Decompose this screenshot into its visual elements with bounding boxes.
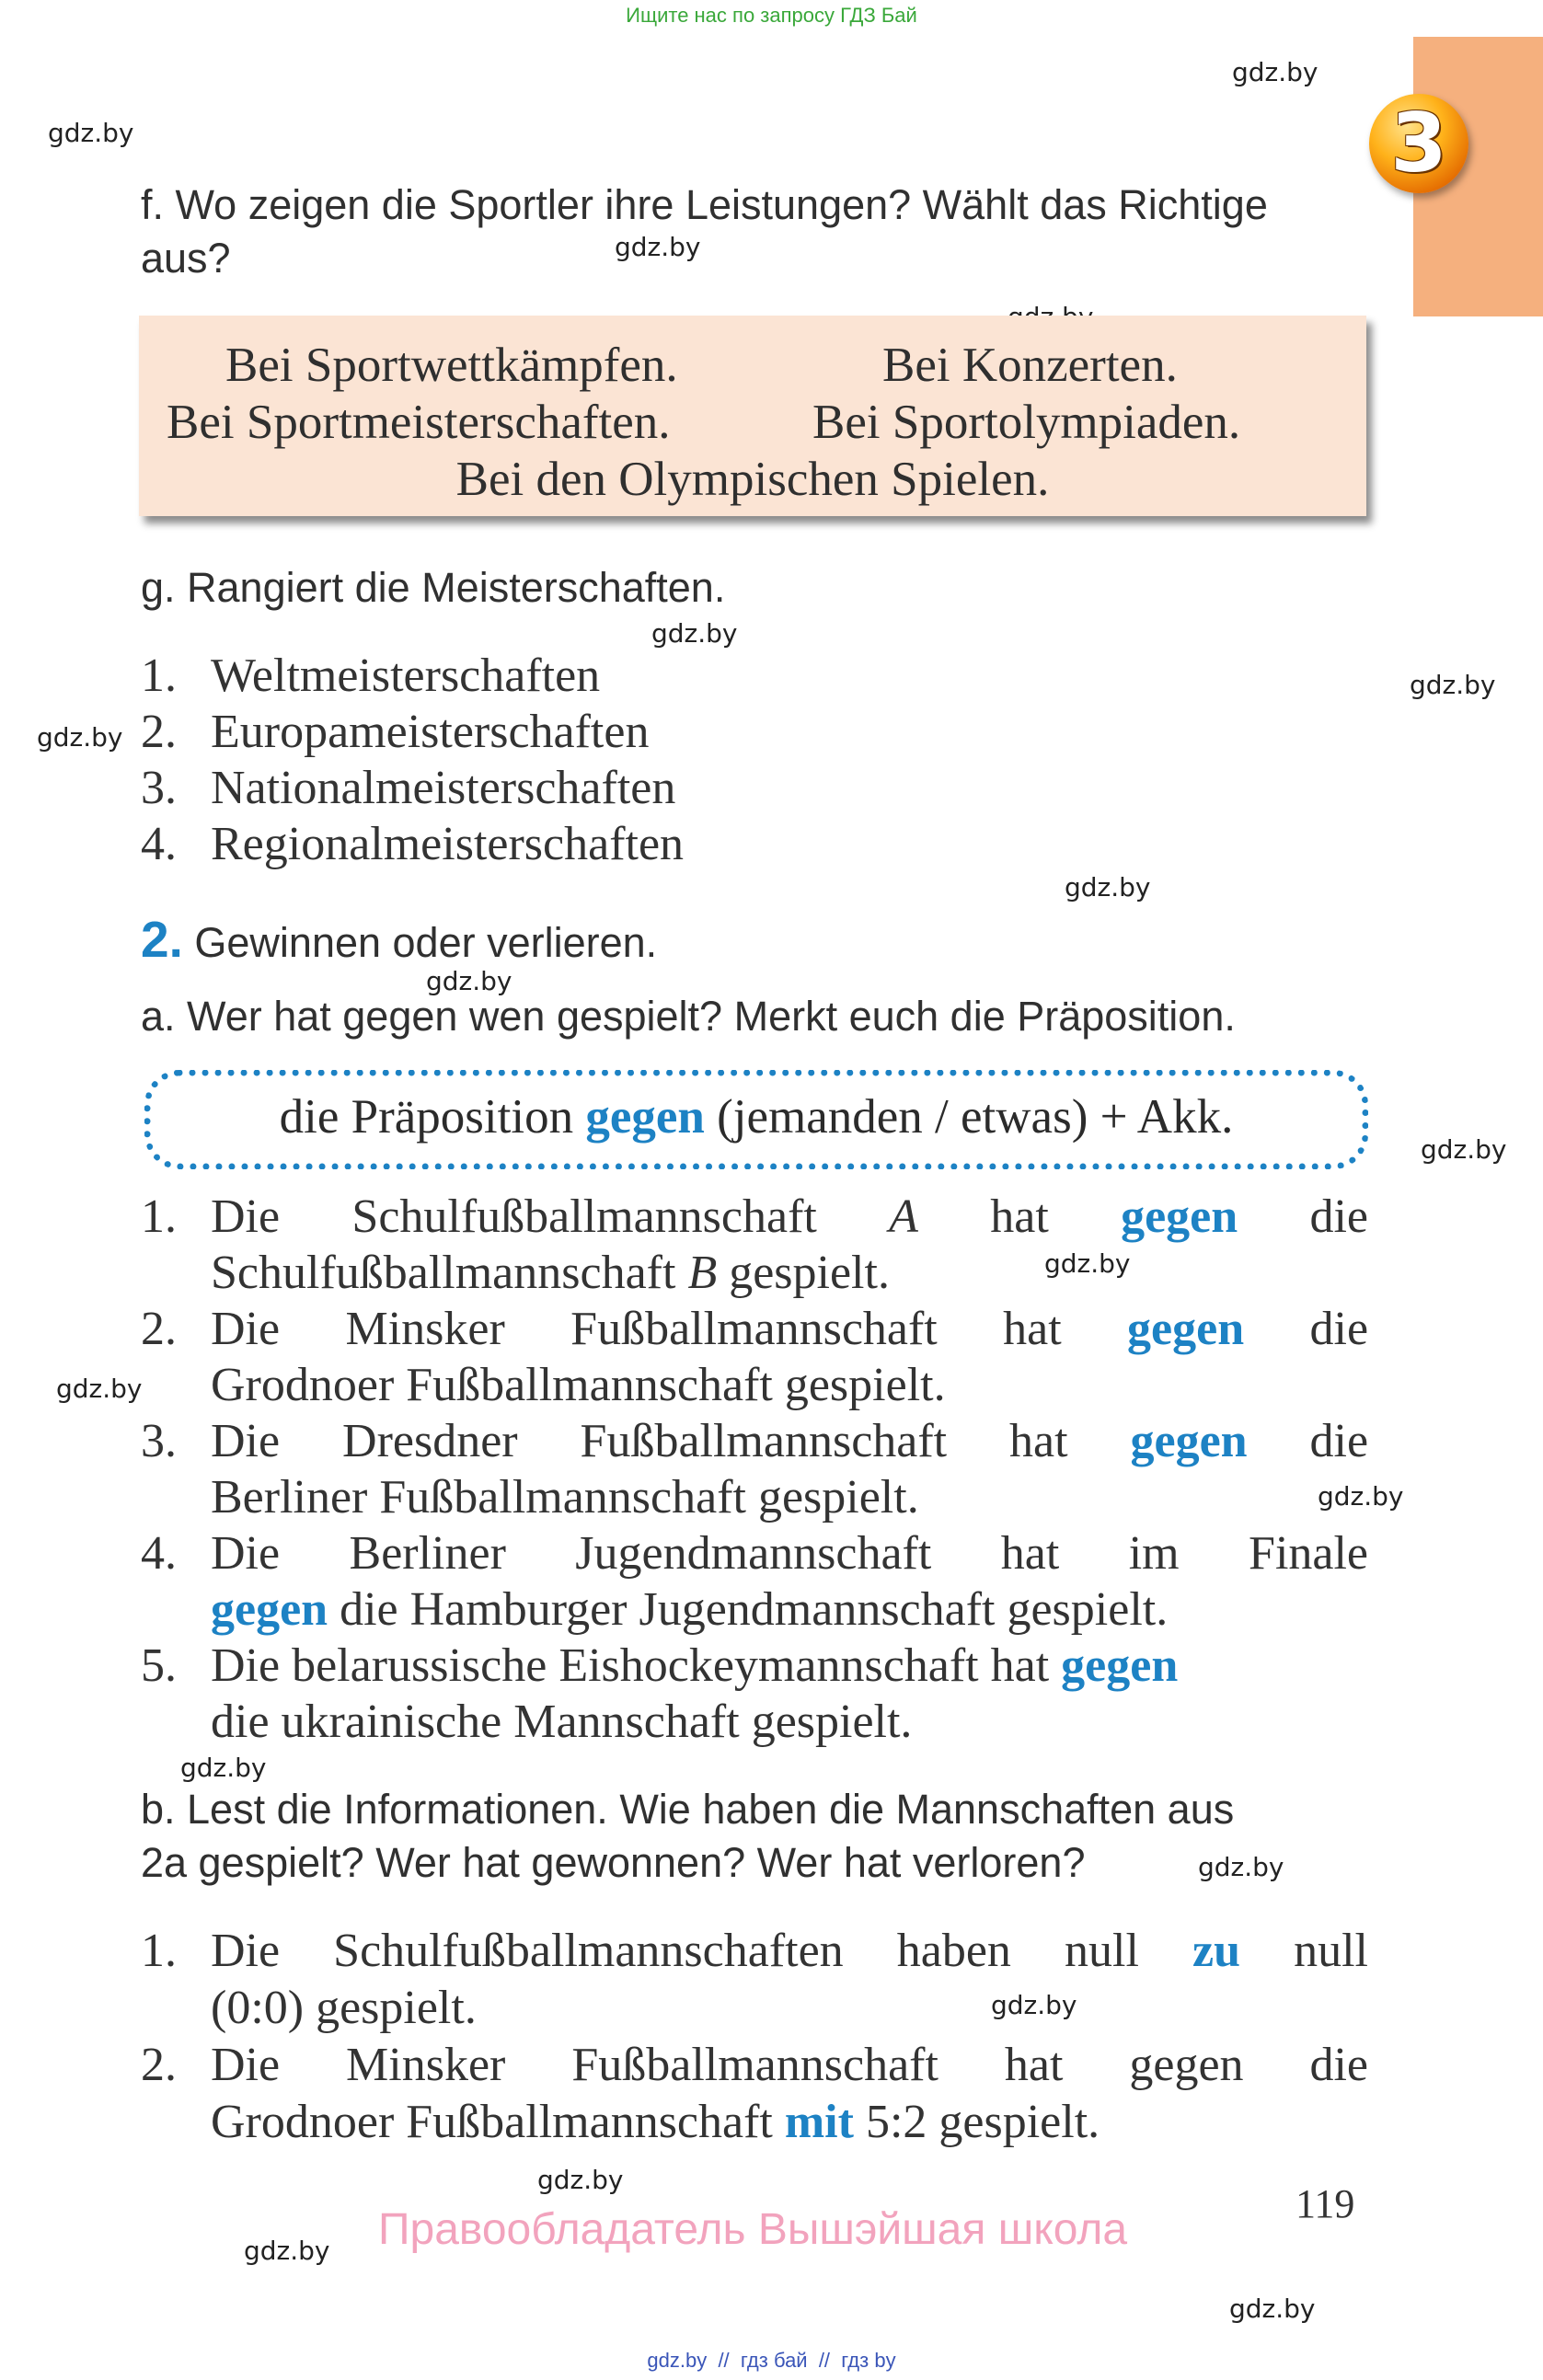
list-item-cont: Grodnoer Fußballmannschaft gespielt. (211, 1359, 946, 1411)
watermark: gdz.by (37, 722, 123, 753)
task-b-question: b. Lest die Informationen. Wie haben die Mannschaften aus 2a gespielt? Wer hat gewonnen? Wer hat verloren? (141, 1786, 1235, 1886)
page-number: 119 (1295, 2181, 1355, 2226)
watermark: gdz.by (1232, 57, 1318, 87)
list-item: Die Schulfußballmannschaften haben null zu null (211, 1925, 1369, 1977)
options-row-3 (139, 452, 1366, 507)
list-number: 5. (141, 1639, 177, 1692)
rule-text: die Präposition gegen (jemanden / etwas) + Akk. (279, 1090, 1234, 1144)
option[interactable]: Bei Konzerten. (882, 339, 1178, 392)
task-f-question: f. Wo zeigen die Sportler ihre Leistungen? Wählt das Richtige aus? (141, 181, 1268, 282)
preposition-rule-box (144, 1070, 1368, 1169)
unit-badge: 3 (1369, 94, 1468, 193)
list-item-cont: Schulfußballmannschaft B gespielt. (211, 1247, 890, 1299)
option[interactable]: Bei Sportwettkämpfen. (225, 339, 678, 392)
list-number: 4. (141, 1527, 177, 1580)
exercise-2-title: 2. Gewinnen oder verlieren. (141, 911, 658, 968)
list-item-cont: (0:0) gespielt. (211, 1982, 477, 2034)
watermark: gdz.by (1198, 1852, 1284, 1882)
watermark: gdz.by (651, 618, 738, 649)
watermark: gdz.by (426, 966, 512, 996)
watermark: gdz.by (48, 118, 134, 148)
watermark: gdz.by (537, 2165, 624, 2195)
watermark: gdz.by (1229, 2294, 1316, 2324)
rights-holder: Правообладатель Вышэйшая школа (378, 2205, 1128, 2254)
list-item-cont: Grodnoer Fußballmannschaft mit 5:2 gespielt. (211, 2096, 1100, 2148)
list-item-cont: gegen die Hamburger Jugendmannschaft gespielt. (211, 1583, 1169, 1636)
exercise-number: 2. (141, 911, 183, 968)
answer-options-box (139, 316, 1366, 516)
bottom-links[interactable]: gdz.by // гдз бай // гдз by (647, 2349, 896, 2372)
list-number: 2. (141, 1303, 177, 1355)
top-search-link[interactable]: Ищите нас по запросу ГДЗ Бай (626, 4, 917, 27)
list-item: Die Berliner Jugendmannschaft hat im Finale (211, 1527, 1368, 1580)
list-item: Die belarussische Eishockeymannschaft hat gegen (211, 1639, 1179, 1692)
watermark: gdz.by (1410, 670, 1496, 700)
championship-list: 1. Weltmeisterschaften 2. Europameisterschaften 3. Nationalmeisterschaften 4. Regionalmeisterschaften (141, 650, 685, 870)
list-item-cont: die ukrainische Mannschaft gespielt. (211, 1696, 913, 1748)
task-a-question: a. Wer hat gegen wen gespielt? Merkt euch die Präposition. (141, 993, 1236, 1040)
watermark: gdz.by (615, 232, 701, 262)
watermark: gdz.by (180, 1753, 267, 1783)
list-number: 1. (141, 1925, 177, 1977)
list-item: Die Schulfußballmannschaft A hat gegen die (211, 1190, 1369, 1243)
list-number: 1. (141, 1190, 177, 1243)
list-item-cont: Berliner Fußballmannschaft gespielt. (211, 1471, 919, 1523)
watermark: gdz.by (244, 2236, 330, 2266)
watermark: gdz.by (1065, 872, 1151, 903)
watermark: gdz.by (1044, 1248, 1131, 1279)
list-item: Die Minsker Fußballmannschaft hat gegen die (211, 1303, 1369, 1355)
watermark: gdz.by (1421, 1134, 1507, 1165)
option[interactable]: Bei Sportmeisterschaften. (167, 396, 671, 449)
task-g-question: g. Rangiert die Meisterschaften. (141, 564, 726, 611)
list-item: Die Dresdner Fußballmannschaft hat gegen die (211, 1415, 1369, 1467)
watermark: gdz.by (1318, 1481, 1404, 1512)
option[interactable]: Bei Sportolympiaden. (812, 396, 1241, 449)
list-number: 2. (141, 2039, 177, 2091)
list-item: Die Minsker Fußballmannschaft hat gegen die (211, 2039, 1369, 2091)
option[interactable]: Bei den Olympischen Spielen. (455, 453, 1050, 506)
list-number: 3. (141, 1415, 177, 1467)
watermark: gdz.by (991, 1990, 1077, 2020)
watermark: gdz.by (56, 1374, 143, 1404)
